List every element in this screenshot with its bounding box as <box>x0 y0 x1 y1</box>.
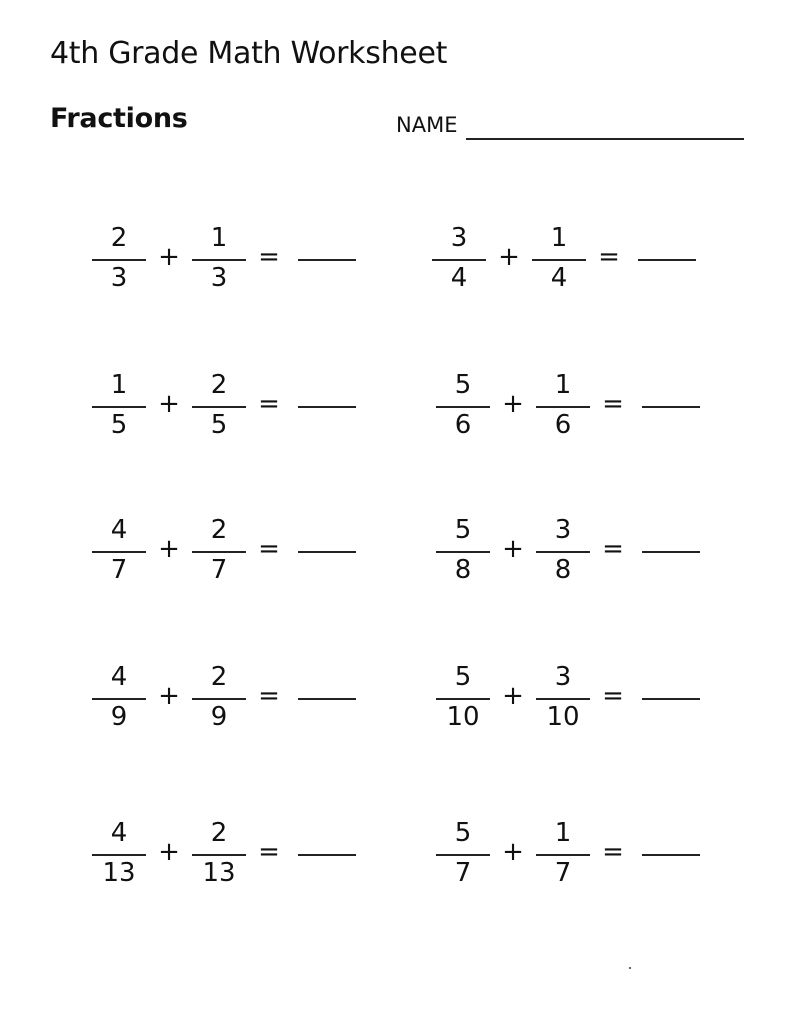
denominator: 9 <box>210 702 228 732</box>
denominator: 8 <box>554 555 572 585</box>
first-fraction <box>90 222 148 312</box>
plus-sign: + <box>502 681 524 711</box>
fraction-bar <box>192 406 246 408</box>
fraction-bar <box>436 854 490 856</box>
denominator: 7 <box>210 555 228 585</box>
second-fraction <box>530 222 588 312</box>
answer-blank[interactable] <box>298 406 356 408</box>
second-fraction <box>190 817 248 907</box>
fraction-bar <box>92 698 146 700</box>
denominator: 5 <box>210 410 228 440</box>
denominator: 7 <box>454 858 472 888</box>
equals-sign: = <box>258 681 280 711</box>
plus-sign: + <box>158 389 180 419</box>
first-fraction <box>434 369 492 459</box>
denominator: 10 <box>546 702 580 732</box>
fraction-bar <box>436 698 490 700</box>
name-label: NAME <box>396 113 458 137</box>
numerator: 5 <box>454 370 472 400</box>
first-fraction <box>90 514 148 604</box>
fraction-bar <box>92 854 146 856</box>
plus-sign: + <box>158 837 180 867</box>
numerator: 5 <box>454 818 472 848</box>
first-fraction <box>90 817 148 907</box>
second-fraction <box>534 514 592 604</box>
denominator: 13 <box>102 858 136 888</box>
numerator: 2 <box>210 370 228 400</box>
denominator: 5 <box>110 410 128 440</box>
answer-blank[interactable] <box>298 698 356 700</box>
first-fraction <box>430 222 488 312</box>
fraction-bar <box>536 854 590 856</box>
answer-blank[interactable] <box>298 551 356 553</box>
denominator: 7 <box>110 555 128 585</box>
fraction-bar <box>92 406 146 408</box>
fraction-bar <box>192 698 246 700</box>
fraction-bar <box>536 698 590 700</box>
denominator: 7 <box>554 858 572 888</box>
numerator: 1 <box>554 370 572 400</box>
second-fraction <box>190 369 248 459</box>
denominator: 6 <box>454 410 472 440</box>
numerator: 5 <box>454 662 472 692</box>
plus-sign: + <box>158 242 180 272</box>
answer-blank[interactable] <box>298 854 356 856</box>
numerator: 4 <box>110 818 128 848</box>
second-fraction <box>534 369 592 459</box>
fraction-bar <box>92 259 146 261</box>
answer-blank[interactable] <box>642 551 700 553</box>
fraction-bar <box>432 259 486 261</box>
equals-sign: = <box>602 681 624 711</box>
plus-sign: + <box>502 534 524 564</box>
equals-sign: = <box>258 242 280 272</box>
equals-sign: = <box>258 837 280 867</box>
fraction-problem <box>90 817 360 907</box>
numerator: 1 <box>210 223 228 253</box>
denominator: 3 <box>210 263 228 293</box>
fraction-problem <box>434 514 704 604</box>
page-title: 4th Grade Math Worksheet <box>50 36 448 71</box>
denominator: 3 <box>110 263 128 293</box>
equals-sign: = <box>598 242 620 272</box>
fraction-bar <box>192 854 246 856</box>
second-fraction <box>534 661 592 751</box>
second-fraction <box>190 661 248 751</box>
fraction-problem <box>90 661 360 751</box>
first-fraction <box>90 369 148 459</box>
plus-sign: + <box>158 681 180 711</box>
first-fraction <box>434 817 492 907</box>
denominator: 6 <box>554 410 572 440</box>
second-fraction <box>190 222 248 312</box>
numerator: 4 <box>110 515 128 545</box>
fraction-problem <box>90 514 360 604</box>
denominator: 10 <box>446 702 480 732</box>
equals-sign: = <box>602 837 624 867</box>
equals-sign: = <box>602 389 624 419</box>
numerator: 1 <box>110 370 128 400</box>
fraction-problem <box>430 222 700 312</box>
answer-blank[interactable] <box>298 259 356 261</box>
second-fraction <box>534 817 592 907</box>
numerator: 2 <box>210 662 228 692</box>
fraction-problem <box>434 817 704 907</box>
numerator: 3 <box>554 515 572 545</box>
first-fraction <box>90 661 148 751</box>
numerator: 3 <box>450 223 468 253</box>
fraction-bar <box>192 259 246 261</box>
answer-blank[interactable] <box>642 698 700 700</box>
numerator: 2 <box>210 515 228 545</box>
denominator: 4 <box>550 263 568 293</box>
fraction-problem <box>434 661 704 751</box>
fraction-bar <box>92 551 146 553</box>
numerator: 5 <box>454 515 472 545</box>
numerator: 1 <box>550 223 568 253</box>
denominator: 13 <box>202 858 236 888</box>
equals-sign: = <box>258 389 280 419</box>
equals-sign: = <box>258 534 280 564</box>
numerator: 2 <box>110 223 128 253</box>
denominator: 4 <box>450 263 468 293</box>
plus-sign: + <box>498 242 520 272</box>
numerator: 1 <box>554 818 572 848</box>
plus-sign: + <box>502 837 524 867</box>
fraction-bar <box>436 551 490 553</box>
page-subtitle: Fractions <box>50 103 188 134</box>
fraction-problem <box>434 369 704 459</box>
answer-blank[interactable] <box>642 406 700 408</box>
second-fraction <box>190 514 248 604</box>
fraction-problem <box>90 369 360 459</box>
equals-sign: = <box>602 534 624 564</box>
fraction-bar <box>536 551 590 553</box>
fraction-bar <box>532 259 586 261</box>
answer-blank[interactable] <box>642 854 700 856</box>
name-input-line[interactable] <box>466 138 744 140</box>
stray-dot <box>629 967 631 969</box>
fraction-bar <box>192 551 246 553</box>
numerator: 4 <box>110 662 128 692</box>
denominator: 8 <box>454 555 472 585</box>
plus-sign: + <box>502 389 524 419</box>
denominator: 9 <box>110 702 128 732</box>
first-fraction <box>434 661 492 751</box>
answer-blank[interactable] <box>638 259 696 261</box>
numerator: 3 <box>554 662 572 692</box>
first-fraction <box>434 514 492 604</box>
fraction-problem <box>90 222 360 312</box>
fraction-bar <box>536 406 590 408</box>
numerator: 2 <box>210 818 228 848</box>
plus-sign: + <box>158 534 180 564</box>
fraction-bar <box>436 406 490 408</box>
